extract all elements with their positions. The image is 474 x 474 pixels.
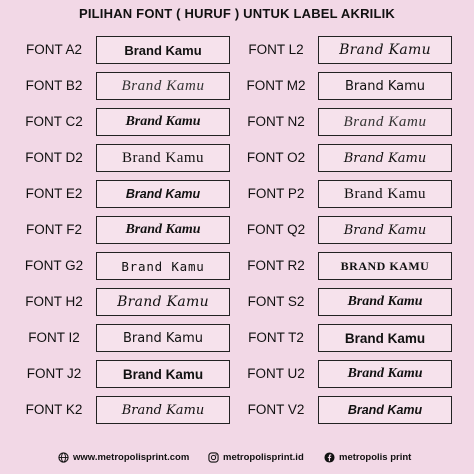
font-label: FONT Q2 — [246, 222, 306, 237]
font-sample-box — [318, 288, 452, 316]
font-sample-text: Brand Kamu — [343, 150, 427, 166]
font-row-right — [0, 324, 474, 352]
font-sample-text: Brand Kamu — [125, 222, 201, 237]
font-label: FONT M2 — [246, 78, 306, 93]
instagram-icon — [208, 452, 219, 463]
footer-company-text: metropolis print — [339, 452, 412, 463]
font-sample-text: Brand Kamu — [117, 294, 209, 310]
font-sample-text: Brand Kamu — [347, 294, 423, 309]
font-sample-text: BRAND KAMU — [340, 258, 430, 273]
font-sample-text: Brand Kamu — [339, 42, 431, 58]
font-label: FONT T2 — [248, 330, 304, 345]
font-row-right — [0, 252, 474, 280]
font-label: FONT L2 — [248, 42, 304, 57]
font-sample-text: Brand Kamu — [121, 258, 205, 274]
font-label: FONT A2 — [25, 42, 83, 57]
font-sample-box — [318, 72, 452, 100]
font-sample-box — [318, 144, 452, 172]
font-label: FONT K2 — [25, 402, 83, 417]
font-sample-box — [318, 216, 452, 244]
font-sample-text: Brand Kamu — [125, 114, 201, 129]
font-sample-text: Brand Kamu — [343, 113, 427, 130]
font-sample-box — [318, 252, 452, 280]
facebook-icon — [324, 452, 335, 463]
footer-company — [324, 452, 411, 463]
footer — [0, 450, 474, 468]
footer-website-text: www.metropolisprint.com — [73, 452, 190, 463]
font-sample-text: Brand Kamu — [122, 330, 204, 346]
font-sample-text: Brand Kamu — [344, 78, 426, 94]
font-sample-text: Brand Kamu — [347, 366, 423, 381]
font-sample-box — [318, 180, 452, 208]
font-label: FONT S2 — [247, 294, 305, 309]
font-label: FONT I2 — [28, 330, 80, 345]
font-row-right — [0, 360, 474, 388]
font-label: FONT E2 — [25, 186, 83, 201]
font-label: FONT D2 — [25, 150, 83, 165]
font-label: FONT F2 — [25, 222, 82, 237]
font-sample-text: Brand Kamu — [121, 77, 205, 94]
font-sample-box — [318, 360, 452, 388]
font-label: FONT H2 — [25, 294, 83, 309]
font-sample-text: Brand Kamu — [344, 330, 426, 346]
page-title: PILIHAN FONT ( HURUF ) UNTUK LABEL AKRILIK — [78, 6, 396, 21]
font-row-right — [0, 396, 474, 424]
font-label: FONT P2 — [247, 186, 305, 201]
font-row-right — [0, 288, 474, 316]
font-label: FONT C2 — [25, 114, 83, 129]
font-label: FONT U2 — [247, 366, 305, 381]
font-row-right — [0, 72, 474, 100]
font-row-right — [0, 36, 474, 64]
font-sample-text: Brand Kamu — [347, 403, 423, 417]
font-label: FONT R2 — [247, 258, 305, 273]
font-label: FONT G2 — [24, 258, 84, 273]
footer-website — [58, 452, 189, 463]
font-label: FONT J2 — [26, 366, 82, 381]
font-label: FONT B2 — [25, 78, 83, 93]
font-label: FONT O2 — [246, 150, 306, 165]
font-row-right — [0, 216, 474, 244]
footer-instagram — [208, 452, 304, 463]
font-sample-text: Brand Kamu — [122, 366, 204, 382]
font-sample-box — [318, 324, 452, 352]
font-sample-text: Brand Kamu — [125, 187, 201, 201]
font-label: FONT V2 — [247, 402, 305, 417]
font-sample-text: Brand Kamu — [343, 222, 427, 238]
font-row-right — [0, 108, 474, 136]
font-sample-box — [318, 396, 452, 424]
font-sample-text: Brand Kamu — [121, 402, 205, 418]
footer-instagram-text: metropolisprint.id — [223, 452, 304, 463]
font-label: FONT N2 — [247, 114, 305, 129]
font-sample-box — [318, 36, 452, 64]
font-sample-text: Brand Kamu — [121, 149, 205, 166]
font-row-right — [0, 144, 474, 172]
font-row-right — [0, 180, 474, 208]
font-sample-box — [318, 108, 452, 136]
font-sample-text: Brand Kamu — [124, 42, 202, 58]
font-sample-text: Brand Kamu — [343, 185, 427, 202]
globe-icon — [58, 452, 69, 463]
